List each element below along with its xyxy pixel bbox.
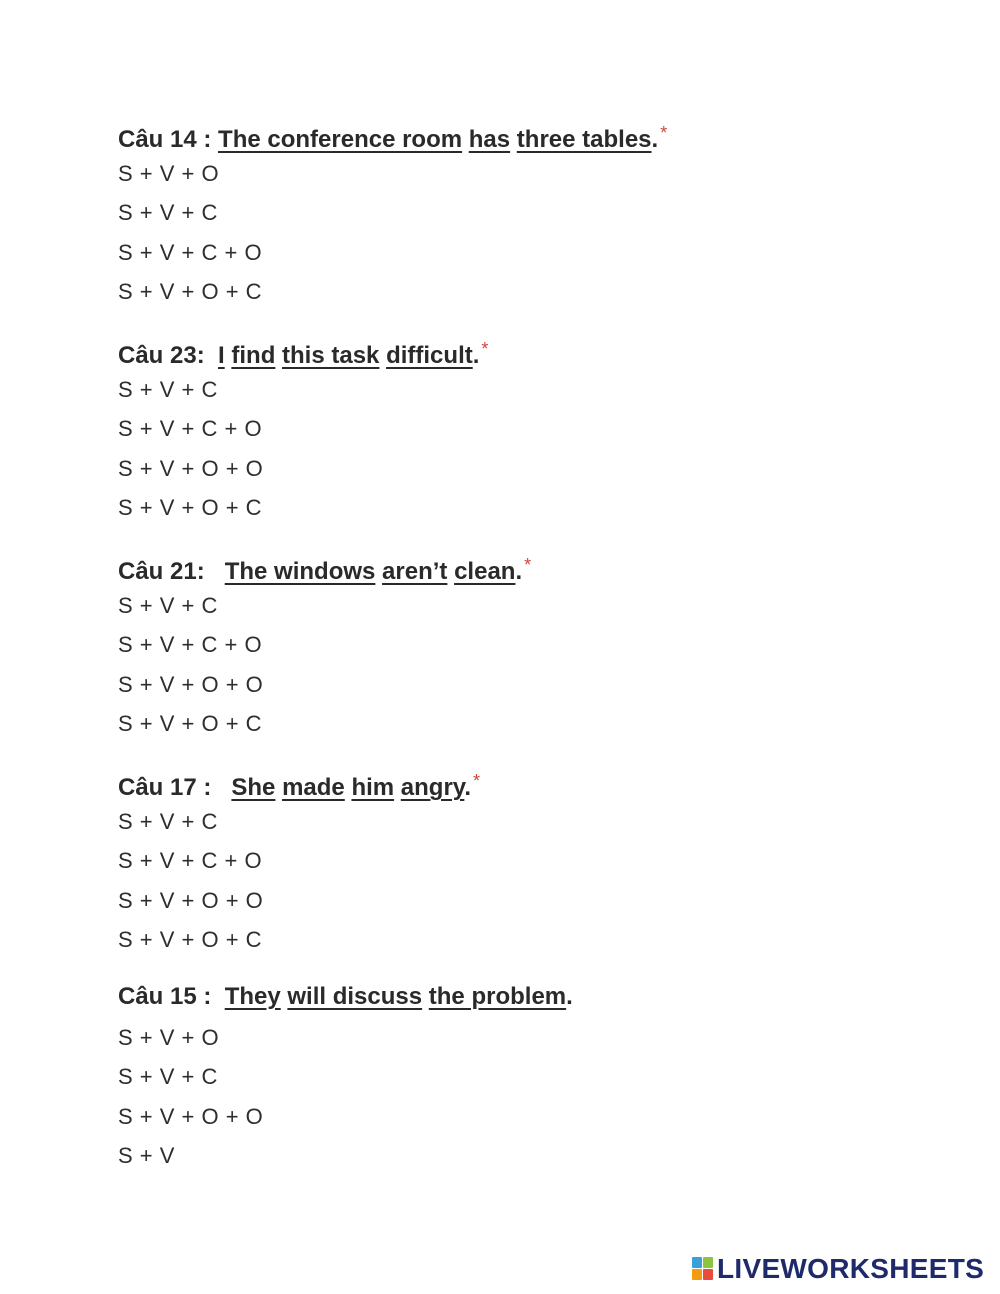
question-title xyxy=(118,766,481,801)
required-asterisk: * xyxy=(473,771,481,791)
required-asterisk: * xyxy=(524,555,532,575)
answer-option[interactable]: S + V xyxy=(118,1143,175,1169)
sentence-text xyxy=(462,126,469,153)
logo-tile xyxy=(692,1257,702,1268)
sentence-underlined-part: She xyxy=(231,774,276,801)
logo-tile xyxy=(703,1257,713,1268)
sentence-text: . xyxy=(515,558,523,585)
sentence-underlined-part: angry xyxy=(400,774,465,801)
logo-tile xyxy=(692,1269,702,1280)
answer-options xyxy=(118,1025,573,1169)
question-number: Câu 14 : xyxy=(118,126,219,153)
answer-option[interactable]: S + V + C xyxy=(118,593,218,618)
question-title xyxy=(118,550,532,585)
logo-text: LIVEWORKSHEETS xyxy=(717,1253,985,1284)
liveworksheets-logo-icon xyxy=(692,1257,714,1281)
question-15 xyxy=(118,982,573,1183)
question-number: Câu 17 : xyxy=(118,774,232,801)
answer-option[interactable]: S + V + O + C xyxy=(118,927,263,953)
question-title xyxy=(118,118,668,153)
sentence-underlined-part: I xyxy=(218,342,225,369)
sentence-underlined-part: difficult xyxy=(386,342,473,369)
answer-option[interactable]: S + V + C + O xyxy=(118,416,263,442)
sentence-text xyxy=(510,126,517,153)
answer-option[interactable]: S + V + O xyxy=(118,1025,220,1050)
sentence-text: . xyxy=(472,342,480,369)
answer-option[interactable]: S + V + C + O xyxy=(118,632,263,658)
answer-option[interactable]: S + V + C xyxy=(118,1064,218,1090)
required-asterisk: * xyxy=(481,339,489,359)
answer-option[interactable]: S + V + C + O xyxy=(118,239,263,265)
sentence-underlined-part: this task xyxy=(282,342,380,369)
answer-options xyxy=(118,377,488,521)
sentence-underlined-part: the problem xyxy=(428,983,567,1010)
answer-option[interactable]: S + V + C xyxy=(118,200,218,226)
answer-options xyxy=(118,161,667,305)
answer-options xyxy=(118,809,480,953)
answer-option[interactable]: S + V + C xyxy=(118,377,218,402)
sentence-text: . xyxy=(566,983,573,1010)
sentence-underlined-part: clean xyxy=(454,558,516,585)
sentence-underlined-part: him xyxy=(351,774,395,801)
question-17 xyxy=(118,766,480,967)
question-21 xyxy=(118,550,531,751)
liveworksheets-logo xyxy=(692,1255,984,1283)
sentence-underlined-part: made xyxy=(282,774,345,801)
sentence-text: . xyxy=(464,774,472,801)
answer-option[interactable]: S + V + C + O xyxy=(118,848,263,874)
question-14 xyxy=(118,118,667,319)
answer-option[interactable]: S + V + O + O xyxy=(118,887,264,913)
sentence-text xyxy=(422,983,429,1010)
question-number: Câu 21: xyxy=(118,558,225,585)
sentence-text xyxy=(394,774,401,801)
question-title xyxy=(118,334,489,369)
answer-option[interactable]: S + V + O + C xyxy=(118,711,263,737)
question-number: Câu 15 : xyxy=(118,983,225,1010)
answer-option[interactable]: S + V + O + C xyxy=(118,495,263,521)
answer-option[interactable]: S + V + C xyxy=(118,809,218,834)
logo-tile xyxy=(703,1269,713,1280)
answer-option[interactable]: S + V + O + O xyxy=(118,671,264,697)
question-23 xyxy=(118,334,488,535)
sentence-underlined-part: aren’t xyxy=(382,558,448,585)
sentence-underlined-part: The windows xyxy=(224,558,376,585)
sentence-underlined-part: has xyxy=(468,126,511,153)
answer-option[interactable]: S + V + O xyxy=(118,161,220,186)
answer-options xyxy=(118,593,531,737)
sentence-underlined-part: The conference room xyxy=(218,126,463,153)
sentence-underlined-part: find xyxy=(231,342,276,369)
required-asterisk: * xyxy=(660,123,668,143)
answer-option[interactable]: S + V + O + O xyxy=(118,455,264,481)
question-title xyxy=(118,982,573,1012)
sentence-underlined-part: will discuss xyxy=(287,983,423,1010)
sentence-underlined-part: They xyxy=(224,983,281,1010)
question-number: Câu 23: xyxy=(118,342,219,369)
sentence-underlined-part: three tables xyxy=(516,126,652,153)
sentence-text: . xyxy=(651,126,659,153)
answer-option[interactable]: S + V + O + O xyxy=(118,1103,264,1129)
answer-option[interactable]: S + V + O + C xyxy=(118,279,263,305)
